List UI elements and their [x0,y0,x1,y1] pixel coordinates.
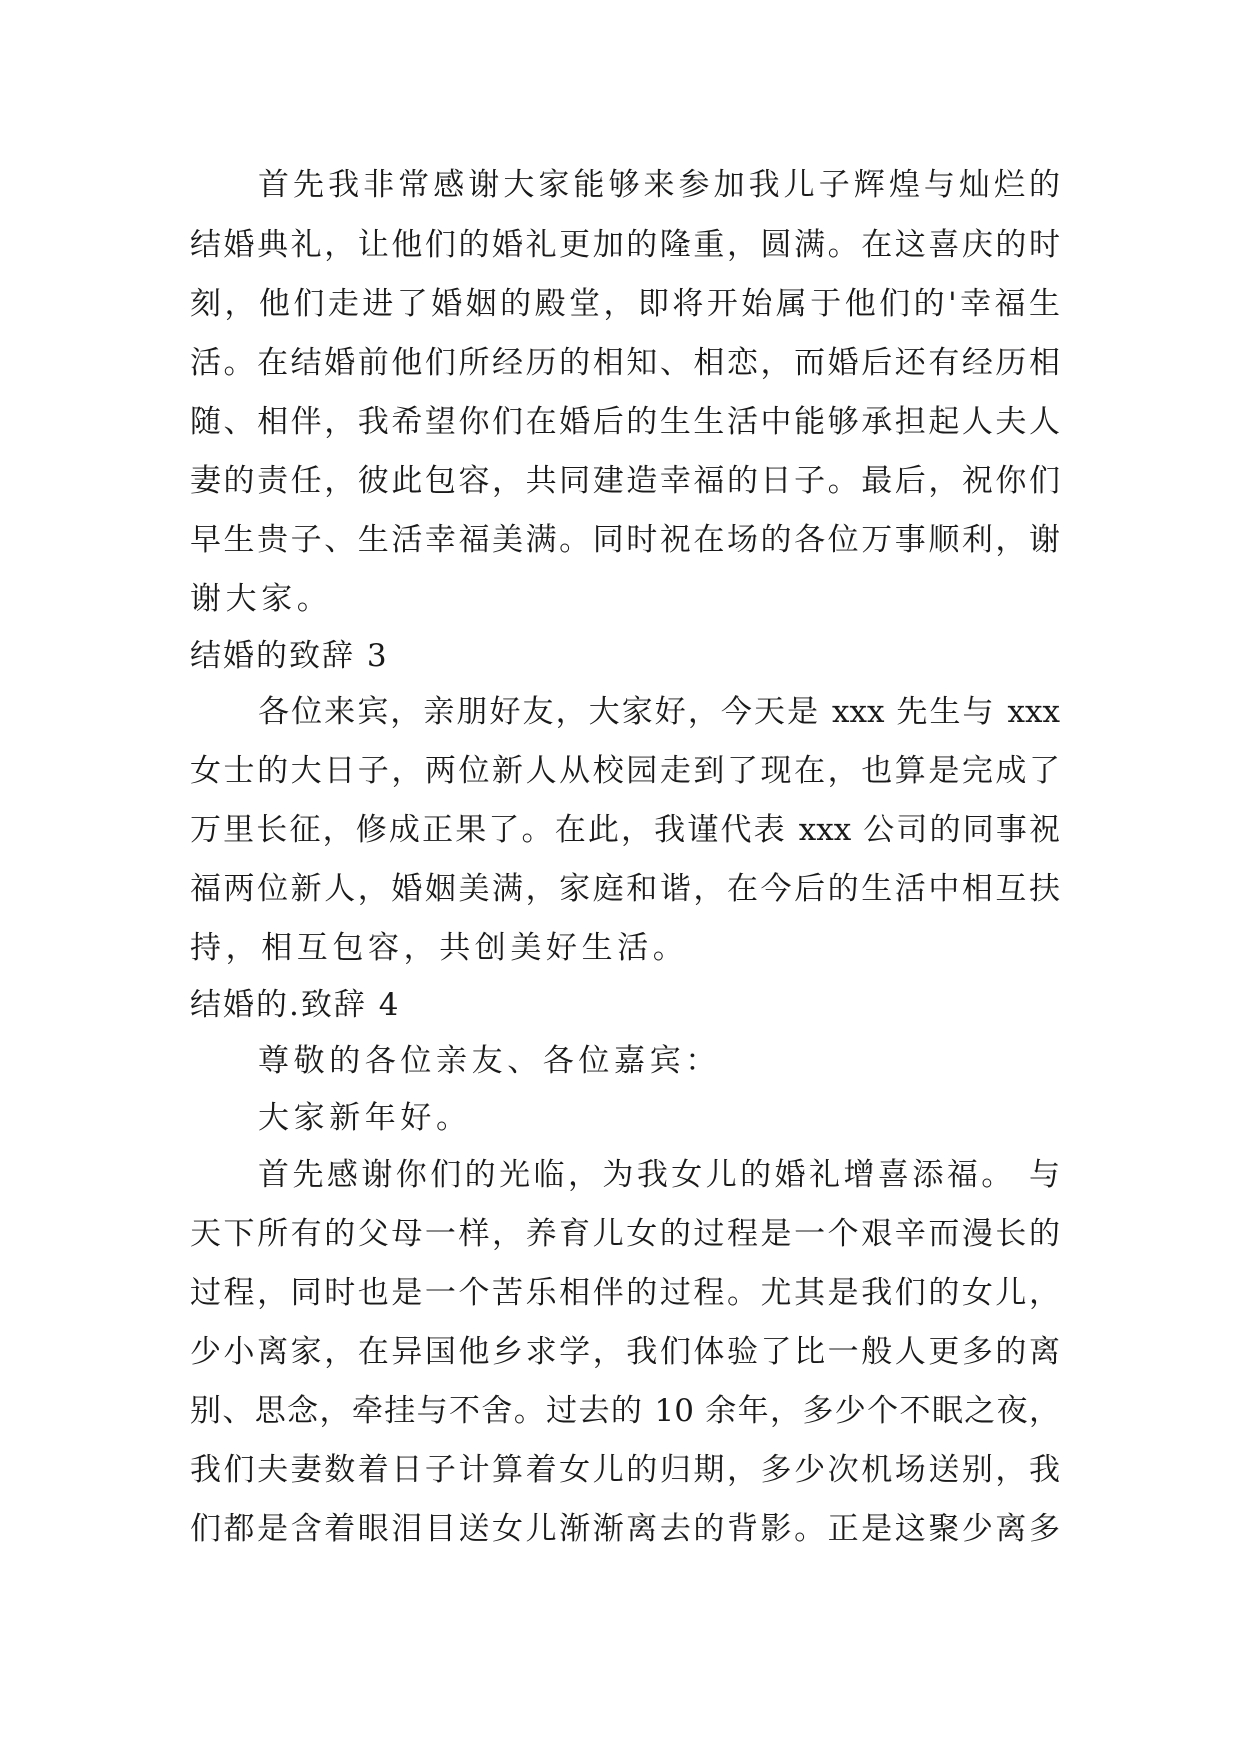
paragraph-line: 万里长征，修成正果了。在此，我谨代表 xxx 公司的同事祝 [190,812,1060,848]
paragraph-line: 刻，他们走进了婚姻的殿堂，即将开始属于他们的'幸福生 [190,286,1060,322]
paragraph-line: 我们夫妻数着日子计算着女儿的归期，多少次机场送别，我 [190,1452,1060,1488]
paragraph-line: 福两位新人，婚姻美满，家庭和谐，在今后的生活中相互扶 [190,871,1060,907]
paragraph-line: 结婚典礼，让他们的婚礼更加的隆重，圆满。在这喜庆的时 [190,227,1060,263]
section-heading: 结婚的.致辞 4 [190,987,401,1023]
paragraph-line: 少小离家，在异国他乡求学，我们体验了比一般人更多的离 [190,1334,1060,1370]
paragraph-line: 们都是含着眼泪目送女儿渐渐离去的背影。正是这聚少离多 [190,1511,1060,1547]
paragraph-line: 谢大家。 [190,581,333,617]
paragraph-line: 尊敬的各位亲友、各位嘉宾： [258,1043,721,1079]
section-heading: 结婚的致辞 3 [190,638,389,674]
paragraph-line: 别、思念，牵挂与不舍。过去的 10 余年，多少个不眠之夜， [190,1393,1060,1429]
paragraph-line: 首先我非常感谢大家能够来参加我儿子辉煌与灿烂的 [258,167,1060,203]
paragraph-line: 早生贵子、生活幸福美满。同时祝在场的各位万事顺利，谢 [190,522,1060,558]
paragraph-line: 持，相互包容，共创美好生活。 [190,930,689,966]
paragraph-line: 各位来宾，亲朋好友，大家好，今天是 xxx 先生与 xxx [258,694,1060,730]
paragraph-line: 过程，同时也是一个苦乐相伴的过程。尤其是我们的女儿， [190,1275,1060,1311]
paragraph-line: 随、相伴，我希望你们在婚后的生生活中能够承担起人夫人 [190,404,1060,440]
paragraph-line: 妻的责任，彼此包容，共同建造幸福的日子。最后，祝你们 [190,463,1060,499]
paragraph-line: 活。在结婚前他们所经历的相知、相恋，而婚后还有经历相 [190,345,1060,381]
paragraph-line: 大家新年好。 [258,1100,472,1136]
paragraph-line: 天下所有的父母一样，养育儿女的过程是一个艰辛而漫长的 [190,1216,1060,1252]
paragraph-line: 女士的大日子，两位新人从校园走到了现在，也算是完成了 [190,753,1060,789]
paragraph-line: 首先感谢你们的光临，为我女儿的婚礼增喜添福。 与 [258,1157,1060,1193]
